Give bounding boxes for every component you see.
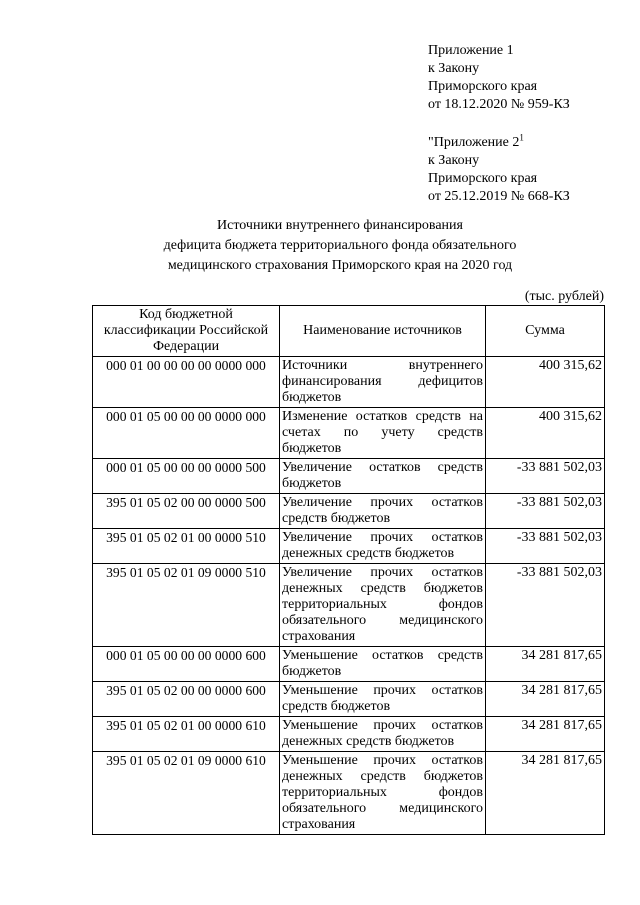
title-line-3: медицинского страхования Приморского края на 2020 год	[167, 258, 513, 273]
cell-sum: -33 881 502,03	[486, 564, 605, 647]
cell-sum: 400 315,62	[486, 357, 605, 408]
cell-code: 000 01 00 00 00 00 0000 000	[93, 357, 280, 408]
cell-code: 000 01 05 00 00 00 0000 500	[93, 459, 280, 494]
cell-sum: 34 281 817,65	[486, 717, 605, 752]
cell-name: Уменьшение остатков средств бюджетов	[280, 647, 486, 682]
title-line-1: Источники внутреннего финансирования	[217, 218, 463, 233]
cell-code: 395 01 05 02 01 09 0000 610	[93, 752, 280, 835]
table-row	[93, 408, 605, 459]
cell-name: Увеличение прочих остатков средств бюджетов	[280, 494, 486, 529]
cell-sum: 34 281 817,65	[486, 647, 605, 682]
cell-name: Увеличение остатков средств бюджетов	[280, 459, 486, 494]
table-row	[93, 647, 605, 682]
table-row	[93, 564, 605, 647]
cell-sum: 400 315,62	[486, 408, 605, 459]
cell-code: 395 01 05 02 01 00 0000 610	[93, 717, 280, 752]
table-body	[93, 357, 605, 835]
cell-sum: 34 281 817,65	[486, 682, 605, 717]
cell-sum: 34 281 817,65	[486, 752, 605, 835]
cell-code: 395 01 05 02 01 00 0000 510	[93, 529, 280, 564]
attachment-title: "Приложение 2	[428, 135, 520, 150]
table-row	[93, 357, 605, 408]
attachment-date-number: от 25.12.2019 № 668-КЗ	[428, 189, 570, 204]
attachment-region: Приморского края	[428, 171, 538, 186]
cell-code: 000 01 05 00 00 00 0000 000	[93, 408, 280, 459]
attachment-title-line	[428, 134, 633, 152]
cell-name: Источники внутреннего финансирования дефицитов бюджетов	[280, 357, 486, 408]
cell-sum: -33 881 502,03	[486, 459, 605, 494]
table-row	[93, 682, 605, 717]
cell-sum: -33 881 502,03	[486, 494, 605, 529]
cell-code: 395 01 05 02 00 00 0000 600	[93, 682, 280, 717]
cell-name: Увеличение прочих остатков денежных средств бюджетов территориальных фондов обязательного медицинского страхования	[280, 564, 486, 647]
attachment-header-1	[428, 42, 633, 114]
table-row	[93, 529, 605, 564]
cell-sum: -33 881 502,03	[486, 529, 605, 564]
cell-name: Изменение остатков средств на счетах по учету средств бюджетов	[280, 408, 486, 459]
header-code: Код бюджетной классификации Российской Федерации	[93, 306, 280, 357]
cell-code: 395 01 05 02 01 09 0000 510	[93, 564, 280, 647]
cell-name: Уменьшение прочих остатков денежных средств бюджетов	[280, 717, 486, 752]
table-row	[93, 752, 605, 835]
cell-name: Уменьшение прочих остатков денежных средств бюджетов территориальных фондов обязательного медицинского страхования	[280, 752, 486, 835]
cell-name: Увеличение прочих остатков денежных средств бюджетов	[280, 529, 486, 564]
cell-name: Уменьшение прочих остатков средств бюджетов	[280, 682, 486, 717]
table-row	[93, 717, 605, 752]
attachment-law-ref: к Закону	[428, 61, 480, 76]
header-name: Наименование источников	[280, 306, 486, 357]
header-sum: Сумма	[486, 306, 605, 357]
attachment-region: Приморского края	[428, 79, 538, 94]
attachment-title: Приложение 1	[428, 43, 514, 58]
attachment-superscript: 1	[519, 132, 524, 143]
attachment-header-2	[428, 134, 633, 206]
table-row	[93, 459, 605, 494]
title-line-2: дефицита бюджета территориального фонда обязательного	[163, 238, 517, 253]
cell-code: 000 01 05 00 00 00 0000 600	[93, 647, 280, 682]
financing-sources-table	[92, 305, 605, 835]
attachment-law-ref: к Закону	[428, 153, 480, 168]
table-row	[93, 494, 605, 529]
attachment-date-number: от 18.12.2020 № 959-КЗ	[428, 97, 570, 112]
cell-code: 395 01 05 02 00 00 0000 500	[93, 494, 280, 529]
document-title	[90, 216, 590, 276]
units-note: (тыс. рублей)	[524, 289, 604, 304]
table-header-row	[93, 306, 605, 357]
